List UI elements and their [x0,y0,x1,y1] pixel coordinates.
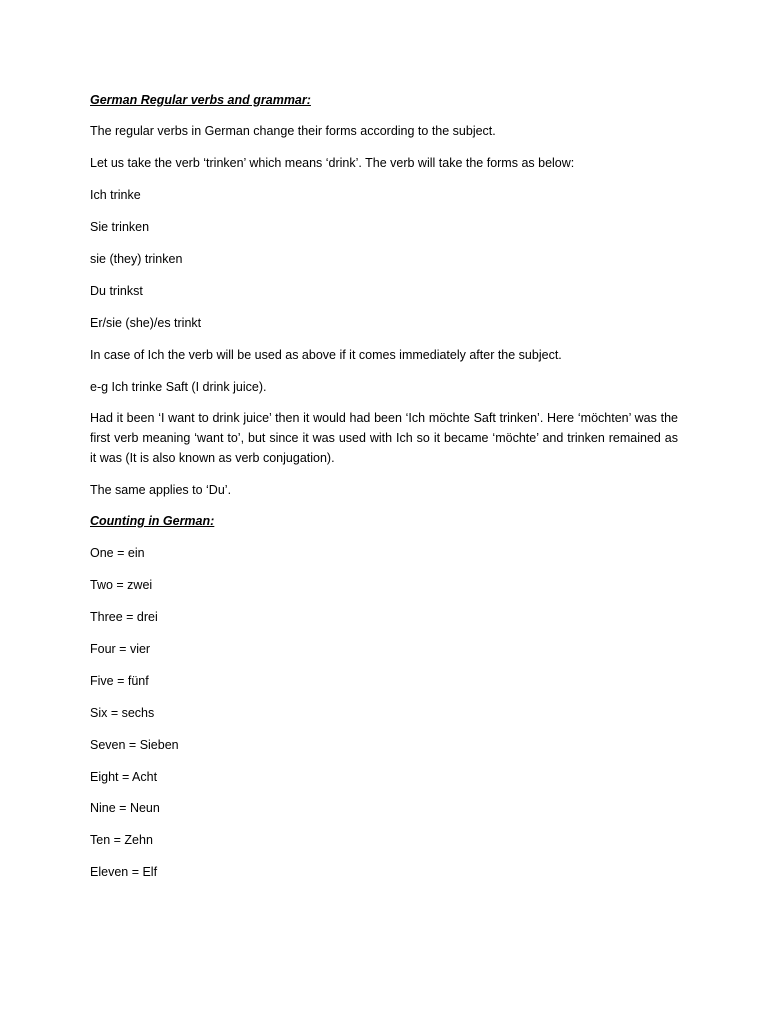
ich-example-text: e-g Ich trinke Saft (I drink juice). [90,380,267,394]
number-item: Four = vier [90,642,151,656]
number-item: Two = zwei [90,578,153,592]
intro-text: The regular verbs in German change their forms according to the subject. [90,124,496,138]
ich-rule-text: In case of Ich the verb will be used as above if it comes immediately after the subject. [90,348,562,362]
du-note-text: The same applies to ‘Du’. [90,483,232,497]
verb-form-item: sie (they) trinken [90,252,183,266]
section-heading-counting: Counting in German: [90,514,215,528]
conjugation-paragraph: Had it been ‘I want to drink juice’ then it would had been ‘Ich möchte Saft trinken’. Here ‘möchten’ was the first verb meaning ‘want to’, but since it was used with Ich so it became ‘möchte’ and trinken remained as it was (It is also known as verb conjugation). [90,411,678,465]
number-item: Seven = Sieben [90,738,179,752]
number-item: Eight = Acht [90,770,158,784]
number-item: Three = drei [90,610,158,624]
number-item: One = ein [90,546,145,560]
number-item: Six = sechs [90,706,155,720]
verb-form-item: Er/sie (she)/es trinkt [90,316,202,330]
number-item: Eleven = Elf [90,865,158,879]
number-item: Five = fünf [90,674,149,688]
verb-form-item: Ich trinke [90,188,141,202]
verb-form-item: Sie trinken [90,220,150,234]
number-item: Ten = Zehn [90,833,153,847]
section-heading-verbs: German Regular verbs and grammar: [90,93,311,107]
example-intro-text: Let us take the verb ‘trinken’ which means ‘drink’. The verb will take the forms as below: [90,156,575,170]
verb-form-item: Du trinkst [90,284,143,298]
number-item: Nine = Neun [90,801,160,815]
